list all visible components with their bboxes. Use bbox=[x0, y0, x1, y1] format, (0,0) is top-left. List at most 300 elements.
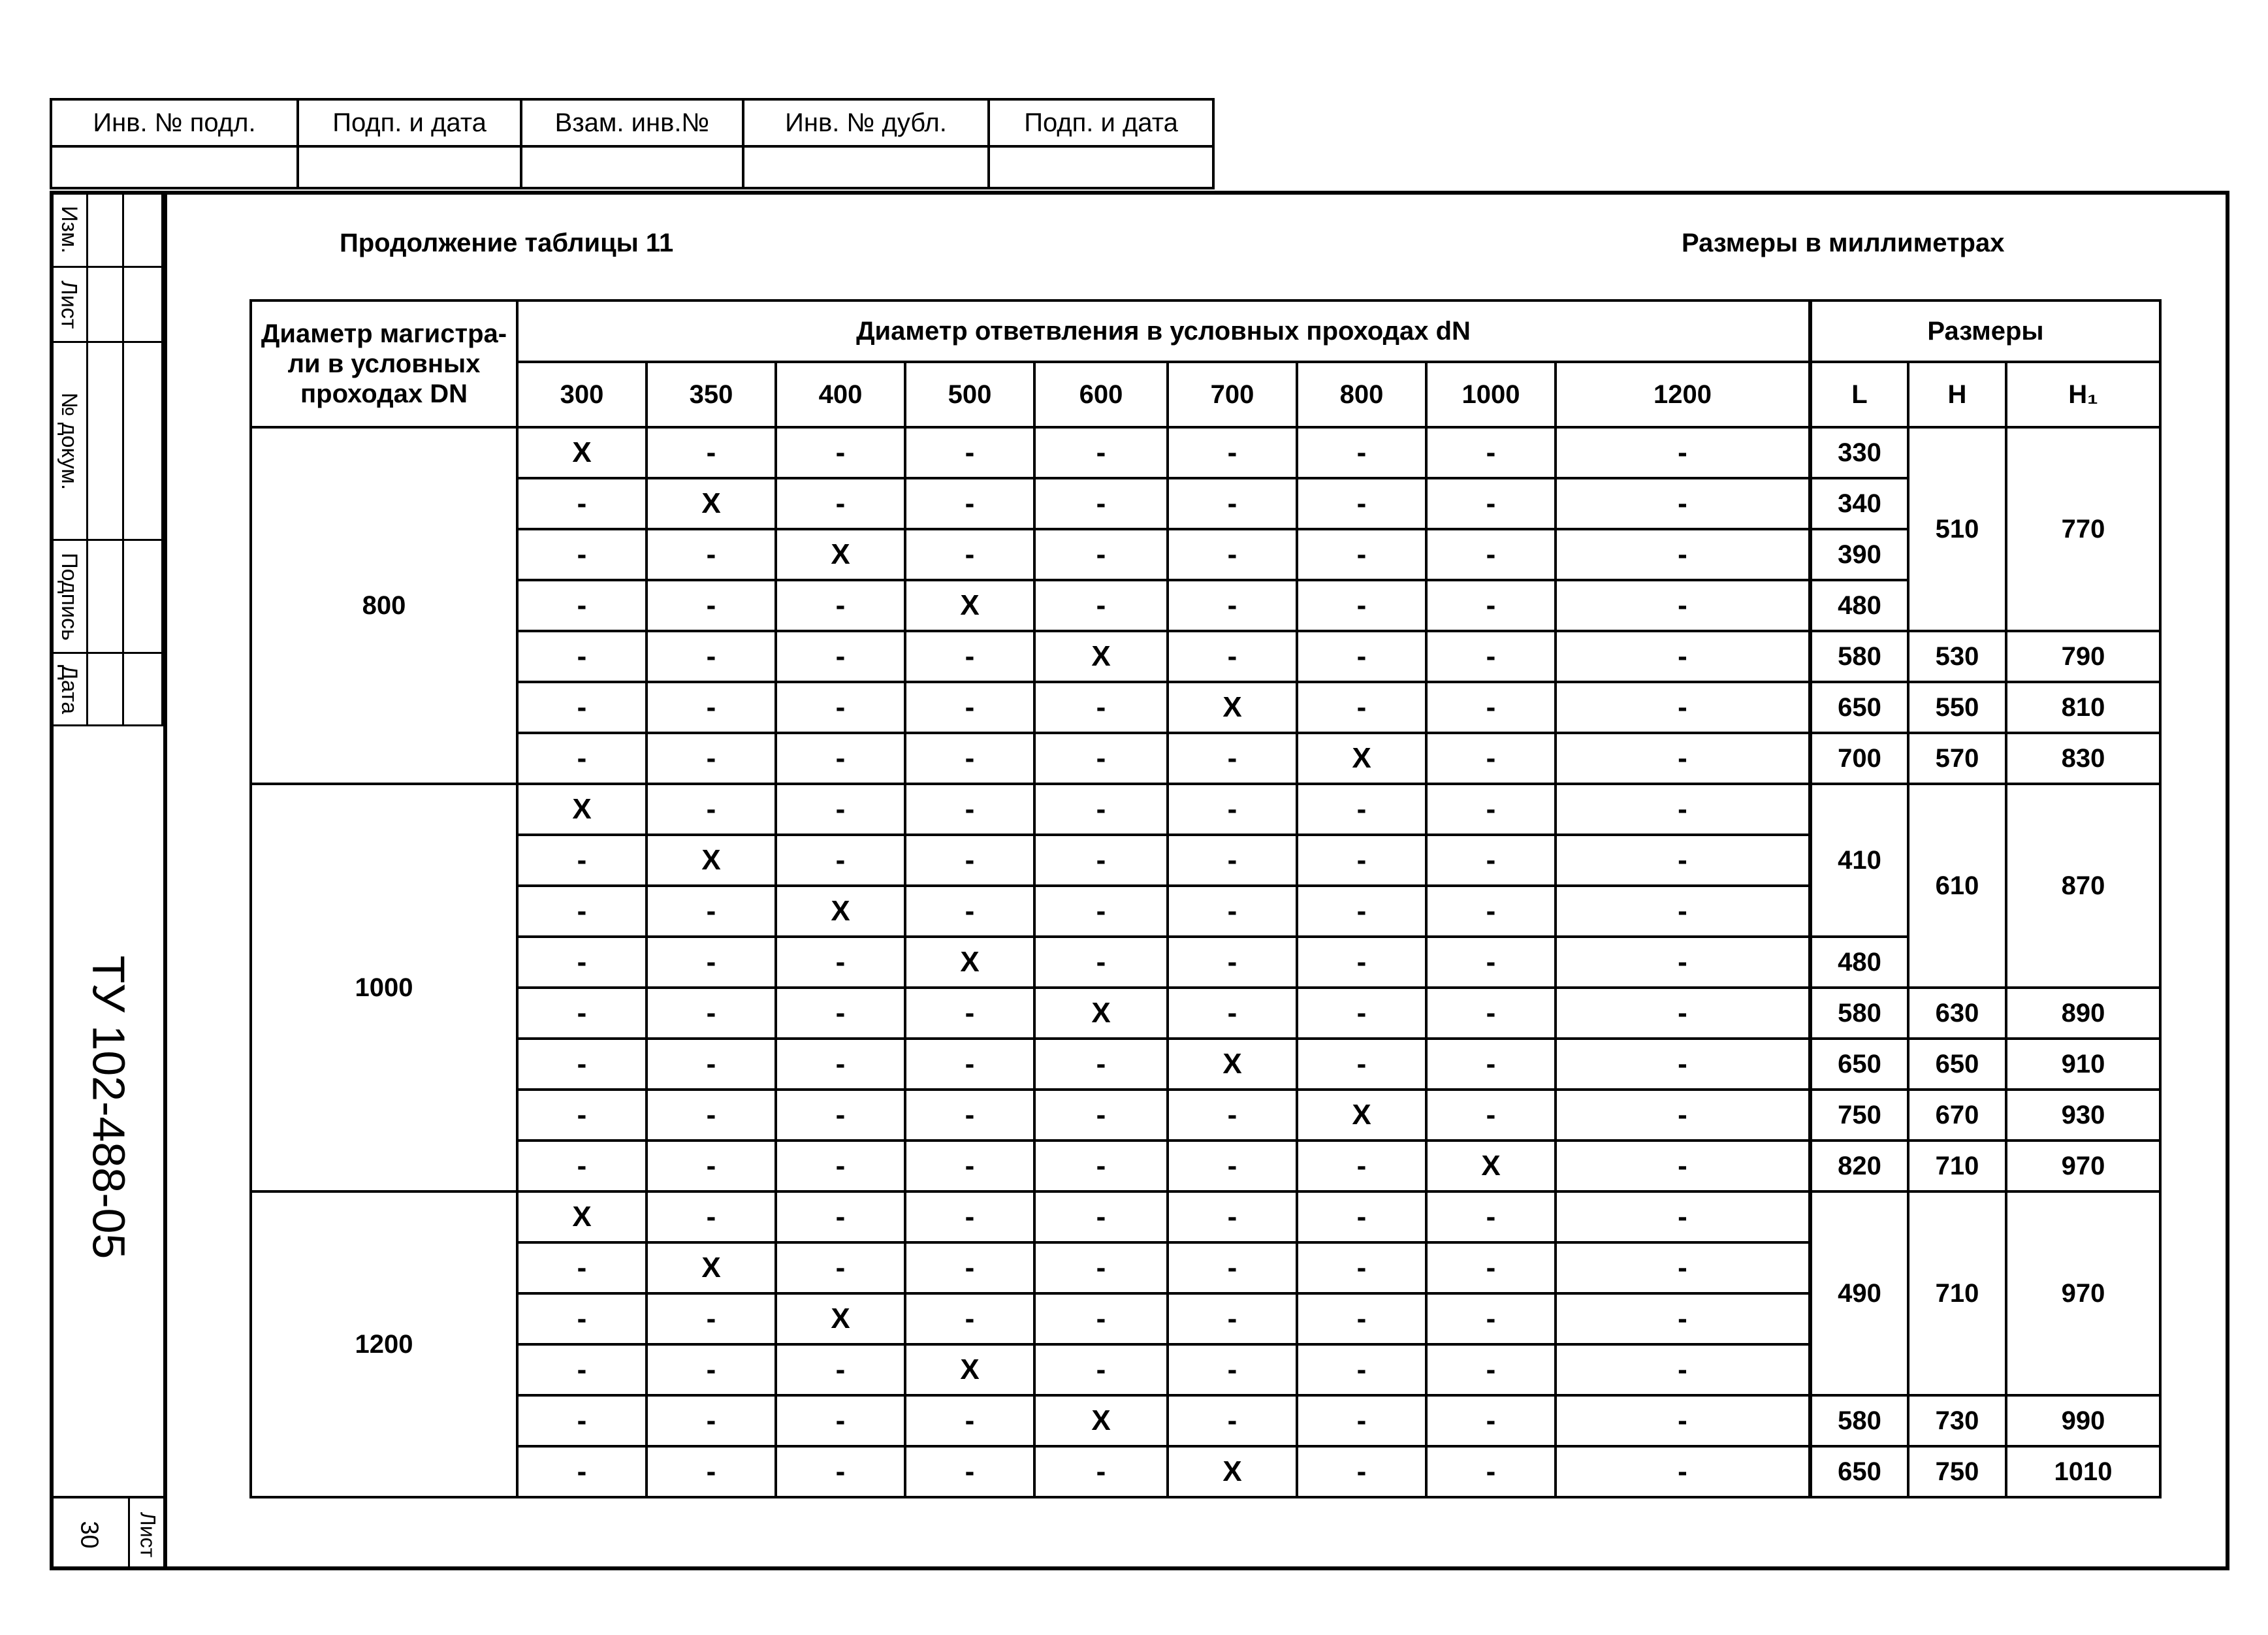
branch-cell: - bbox=[1556, 937, 1810, 988]
branch-cell: - bbox=[1168, 478, 1297, 529]
side-blank bbox=[123, 267, 163, 342]
branch-cell: - bbox=[1556, 1395, 1810, 1446]
table-row bbox=[251, 1141, 2160, 1191]
stamp-blank bbox=[989, 146, 1213, 188]
branch-cell: - bbox=[517, 478, 647, 529]
table-row bbox=[251, 427, 2160, 478]
branch-cell: - bbox=[776, 427, 905, 478]
branch-cell: - bbox=[1426, 937, 1556, 988]
branch-cell: - bbox=[1297, 1293, 1426, 1344]
branch-cell: - bbox=[776, 1446, 905, 1497]
branch-col-header: 700 bbox=[1168, 362, 1297, 427]
size-l-value: 820 bbox=[1810, 1141, 1908, 1191]
branch-col-header: 300 bbox=[517, 362, 647, 427]
branch-cell: - bbox=[1426, 1090, 1556, 1141]
branch-cell: - bbox=[776, 1090, 905, 1141]
branch-cell: - bbox=[1297, 682, 1426, 733]
side-label: Дата bbox=[56, 664, 82, 714]
side-blank bbox=[87, 342, 123, 540]
table-row bbox=[251, 1395, 2160, 1446]
branch-cell: - bbox=[1297, 784, 1426, 835]
main-diameter-value: 800 bbox=[251, 427, 517, 784]
sheet-box bbox=[50, 1496, 167, 1570]
side-blank bbox=[87, 267, 123, 342]
branch-cell: - bbox=[517, 733, 647, 784]
branch-cell: X bbox=[1168, 682, 1297, 733]
table-row bbox=[251, 682, 2160, 733]
side-label-cell bbox=[51, 540, 88, 653]
table-row bbox=[251, 1090, 2160, 1141]
size-h1-value: 970 bbox=[2006, 1141, 2160, 1191]
branch-cell: - bbox=[1168, 835, 1297, 886]
branch-cell: - bbox=[1556, 733, 1810, 784]
branch-cell: X bbox=[1034, 1395, 1168, 1446]
branch-cell: - bbox=[905, 733, 1034, 784]
branch-cell: - bbox=[517, 1446, 647, 1497]
branch-cell: - bbox=[1556, 1039, 1810, 1090]
side-label-cell bbox=[51, 342, 88, 540]
branch-cell: - bbox=[647, 1344, 776, 1395]
branch-cell: X bbox=[517, 784, 647, 835]
stamp-cell: Подп. и дата bbox=[298, 99, 521, 146]
branch-cell: - bbox=[1556, 835, 1810, 886]
branch-cell: - bbox=[647, 1446, 776, 1497]
branch-cell: - bbox=[1426, 682, 1556, 733]
stamp-blank bbox=[51, 146, 298, 188]
branch-cell: X bbox=[776, 886, 905, 937]
size-l-value: 580 bbox=[1810, 988, 1908, 1039]
branch-cell: - bbox=[517, 1293, 647, 1344]
branch-cell: - bbox=[517, 1344, 647, 1395]
size-h-value: 630 bbox=[1908, 988, 2006, 1039]
header-row bbox=[251, 300, 2160, 362]
branch-cell: - bbox=[776, 478, 905, 529]
branch-cell: - bbox=[517, 835, 647, 886]
size-h-value: 510 bbox=[1908, 427, 2006, 631]
branch-cell: - bbox=[1034, 529, 1168, 580]
branch-cell: - bbox=[1426, 1344, 1556, 1395]
size-h1-value: 890 bbox=[2006, 988, 2160, 1039]
size-l-value: 580 bbox=[1810, 1395, 1908, 1446]
branch-cell: - bbox=[1556, 1090, 1810, 1141]
branch-cell: - bbox=[905, 1191, 1034, 1242]
branch-cell: - bbox=[647, 427, 776, 478]
side-label-cell bbox=[51, 192, 88, 267]
size-h1-value: 930 bbox=[2006, 1090, 2160, 1141]
units-caption: Размеры в миллиметрах bbox=[1682, 229, 2005, 257]
branch-cell: - bbox=[905, 886, 1034, 937]
sheet-number-cell bbox=[50, 1498, 128, 1570]
branch-cell: - bbox=[776, 580, 905, 631]
branch-cell: - bbox=[647, 631, 776, 682]
branch-cell: - bbox=[1034, 580, 1168, 631]
branch-cell: - bbox=[905, 427, 1034, 478]
size-l-value: 580 bbox=[1810, 631, 1908, 682]
branch-cell: - bbox=[647, 1293, 776, 1344]
table-row bbox=[251, 1446, 2160, 1497]
size-col-header: H bbox=[1908, 362, 2006, 427]
branch-cell: - bbox=[517, 580, 647, 631]
branch-cell: - bbox=[776, 1039, 905, 1090]
branch-cell: - bbox=[905, 1141, 1034, 1191]
branch-cell: - bbox=[1297, 1395, 1426, 1446]
branch-cell: - bbox=[1426, 1395, 1556, 1446]
side-blank bbox=[123, 192, 163, 267]
side-blank bbox=[87, 653, 123, 726]
branch-cell: - bbox=[1426, 1039, 1556, 1090]
branch-cell: - bbox=[517, 1090, 647, 1141]
stamp-cell: Взам. инв.№ bbox=[521, 99, 743, 146]
branch-cell: - bbox=[905, 1446, 1034, 1497]
branch-cell: - bbox=[905, 1395, 1034, 1446]
branch-cell: - bbox=[647, 1191, 776, 1242]
branch-cell: - bbox=[517, 529, 647, 580]
side-label: Лист bbox=[56, 280, 82, 329]
table-row bbox=[251, 733, 2160, 784]
branch-cell: X bbox=[647, 1242, 776, 1293]
branch-cell: X bbox=[647, 478, 776, 529]
document-code bbox=[50, 719, 167, 1496]
branch-cell: - bbox=[1034, 1090, 1168, 1141]
branch-cell: X bbox=[517, 427, 647, 478]
branch-col-header: 1200 bbox=[1556, 362, 1810, 427]
branch-cell: - bbox=[1034, 682, 1168, 733]
branch-cell: - bbox=[647, 529, 776, 580]
branch-cell: - bbox=[1426, 631, 1556, 682]
size-l-value: 700 bbox=[1810, 733, 1908, 784]
branch-cell: X bbox=[517, 1191, 647, 1242]
branch-cell: - bbox=[1168, 937, 1297, 988]
size-h1-value: 830 bbox=[2006, 733, 2160, 784]
branch-cell: - bbox=[1426, 1293, 1556, 1344]
size-l-value: 330 bbox=[1810, 427, 1908, 478]
branch-cell: - bbox=[647, 682, 776, 733]
size-h-value: 750 bbox=[1908, 1446, 2006, 1497]
revision-grid bbox=[50, 191, 163, 726]
branch-cell: X bbox=[905, 937, 1034, 988]
subheader-row bbox=[251, 362, 2160, 427]
branch-cell: - bbox=[647, 937, 776, 988]
branch-cell: - bbox=[647, 886, 776, 937]
side-label-cell bbox=[51, 653, 88, 726]
branch-cell: X bbox=[1426, 1141, 1556, 1191]
branch-cell: - bbox=[1034, 1293, 1168, 1344]
branch-cell: - bbox=[517, 1395, 647, 1446]
branch-cell: - bbox=[776, 937, 905, 988]
branch-cell: - bbox=[905, 835, 1034, 886]
branch-cell: X bbox=[1297, 1090, 1426, 1141]
branch-cell: - bbox=[647, 580, 776, 631]
branch-cell: - bbox=[776, 682, 905, 733]
branch-cell: - bbox=[1556, 1242, 1810, 1293]
branch-cell: - bbox=[1034, 1141, 1168, 1191]
table-row bbox=[251, 988, 2160, 1039]
branch-col-header: 400 bbox=[776, 362, 905, 427]
branch-cell: - bbox=[1426, 580, 1556, 631]
table-row bbox=[251, 937, 2160, 988]
table-row bbox=[251, 529, 2160, 580]
table-caption: Продолжение таблицы 11 bbox=[340, 229, 674, 257]
branch-cell: - bbox=[1297, 580, 1426, 631]
table-row bbox=[251, 1191, 2160, 1242]
branch-cell: - bbox=[776, 1344, 905, 1395]
branch-cell: - bbox=[1556, 886, 1810, 937]
branch-cell: - bbox=[1034, 1344, 1168, 1395]
stamp-blank bbox=[743, 146, 989, 188]
side-label: Подпись bbox=[56, 552, 82, 641]
branch-cell: - bbox=[1297, 1191, 1426, 1242]
branch-cell: - bbox=[1168, 1191, 1297, 1242]
size-h-value: 730 bbox=[1908, 1395, 2006, 1446]
sheet-label-cell bbox=[128, 1498, 165, 1570]
branch-cell: - bbox=[1556, 988, 1810, 1039]
branch-cell: - bbox=[1297, 631, 1426, 682]
main-diameter-value: 1200 bbox=[251, 1191, 517, 1497]
branch-cell: - bbox=[517, 1141, 647, 1191]
branch-cell: - bbox=[647, 1395, 776, 1446]
branch-cell: - bbox=[1556, 529, 1810, 580]
size-l-value: 410 bbox=[1810, 784, 1908, 937]
branch-cell: - bbox=[905, 1293, 1034, 1344]
branch-cell: - bbox=[1556, 682, 1810, 733]
main-diameter-value: 1000 bbox=[251, 784, 517, 1191]
size-h1-value: 810 bbox=[2006, 682, 2160, 733]
size-l-value: 480 bbox=[1810, 937, 1908, 988]
branch-cell: - bbox=[647, 1141, 776, 1191]
branch-cell: - bbox=[1297, 1242, 1426, 1293]
branch-cell: - bbox=[776, 733, 905, 784]
branch-cell: - bbox=[1556, 1344, 1810, 1395]
branch-cell: X bbox=[1168, 1039, 1297, 1090]
branch-cell: - bbox=[1034, 1039, 1168, 1090]
branch-cell: - bbox=[1168, 1090, 1297, 1141]
branch-col-header: 600 bbox=[1034, 362, 1168, 427]
table-body bbox=[251, 427, 2160, 1497]
branch-cell: - bbox=[776, 835, 905, 886]
sheet-number: 30 bbox=[75, 1520, 103, 1549]
size-h-value: 610 bbox=[1908, 784, 2006, 988]
branch-cell: - bbox=[1426, 1446, 1556, 1497]
branch-cell: - bbox=[776, 784, 905, 835]
branch-cell: - bbox=[1168, 631, 1297, 682]
branch-cell: - bbox=[905, 784, 1034, 835]
table-row bbox=[251, 1039, 2160, 1090]
branch-cell: - bbox=[905, 478, 1034, 529]
branch-cell: - bbox=[776, 1395, 905, 1446]
branch-cell: - bbox=[1556, 1446, 1810, 1497]
branch-cell: - bbox=[517, 682, 647, 733]
branch-cell: - bbox=[1556, 1293, 1810, 1344]
branch-cell: - bbox=[517, 988, 647, 1039]
branch-cell: X bbox=[1297, 733, 1426, 784]
size-h-value: 650 bbox=[1908, 1039, 2006, 1090]
size-l-value: 750 bbox=[1810, 1090, 1908, 1141]
branch-cell: - bbox=[1297, 1039, 1426, 1090]
size-h1-value: 1010 bbox=[2006, 1446, 2160, 1497]
branch-cell: X bbox=[905, 1344, 1034, 1395]
branch-cell: - bbox=[776, 1242, 905, 1293]
branch-cell: - bbox=[1168, 988, 1297, 1039]
branch-cell: - bbox=[517, 1039, 647, 1090]
size-h1-value: 770 bbox=[2006, 427, 2160, 631]
branch-cell: - bbox=[1297, 835, 1426, 886]
size-h1-value: 790 bbox=[2006, 631, 2160, 682]
branch-cell: X bbox=[1034, 631, 1168, 682]
branch-cell: - bbox=[1168, 427, 1297, 478]
branch-cell: - bbox=[517, 886, 647, 937]
sizes-header: Размеры bbox=[1810, 300, 2160, 362]
branch-cell: - bbox=[1426, 427, 1556, 478]
branch-cell: X bbox=[905, 580, 1034, 631]
branch-cell: - bbox=[1297, 937, 1426, 988]
dimensions-table bbox=[249, 299, 2162, 1498]
branch-col-header: 350 bbox=[647, 362, 776, 427]
branch-cell: - bbox=[1556, 1141, 1810, 1191]
size-l-value: 650 bbox=[1810, 682, 1908, 733]
size-h-value: 710 bbox=[1908, 1191, 2006, 1395]
branch-cell: - bbox=[905, 529, 1034, 580]
branch-cell: - bbox=[1034, 835, 1168, 886]
branch-col-header: 500 bbox=[905, 362, 1034, 427]
branch-cell: - bbox=[1426, 478, 1556, 529]
branch-cell: X bbox=[647, 835, 776, 886]
side-label: № докум. bbox=[56, 392, 82, 490]
branch-cell: - bbox=[776, 631, 905, 682]
side-blank bbox=[87, 192, 123, 267]
branch-cell: - bbox=[1168, 1344, 1297, 1395]
size-h1-value: 990 bbox=[2006, 1395, 2160, 1446]
branch-cell: - bbox=[1426, 1191, 1556, 1242]
branch-diameter-header: Диаметр ответвления в условных проходах dN bbox=[517, 300, 1810, 362]
branch-cell: X bbox=[776, 529, 905, 580]
branch-cell: - bbox=[1556, 427, 1810, 478]
branch-cell: - bbox=[647, 733, 776, 784]
stamp-cell: Инв. № дубл. bbox=[743, 99, 989, 146]
stamp-header bbox=[50, 98, 1215, 189]
branch-cell: - bbox=[905, 1090, 1034, 1141]
side-blank bbox=[123, 653, 163, 726]
branch-cell: - bbox=[1297, 1446, 1426, 1497]
branch-cell: - bbox=[905, 682, 1034, 733]
branch-cell: - bbox=[1297, 1344, 1426, 1395]
size-l-value: 480 bbox=[1810, 580, 1908, 631]
side-blank bbox=[87, 540, 123, 653]
size-h-value: 550 bbox=[1908, 682, 2006, 733]
branch-cell: - bbox=[905, 988, 1034, 1039]
size-l-value: 650 bbox=[1810, 1039, 1908, 1090]
branch-cell: - bbox=[1556, 478, 1810, 529]
table-row bbox=[251, 631, 2160, 682]
branch-cell: - bbox=[647, 1090, 776, 1141]
branch-cell: - bbox=[1426, 835, 1556, 886]
branch-col-header: 1000 bbox=[1426, 362, 1556, 427]
branch-cell: - bbox=[1034, 427, 1168, 478]
branch-cell: - bbox=[1426, 733, 1556, 784]
branch-cell: - bbox=[1297, 988, 1426, 1039]
branch-cell: - bbox=[1556, 784, 1810, 835]
branch-cell: X bbox=[1034, 988, 1168, 1039]
size-l-value: 490 bbox=[1810, 1191, 1908, 1395]
branch-cell: - bbox=[1034, 733, 1168, 784]
branch-cell: - bbox=[517, 1242, 647, 1293]
branch-cell: - bbox=[647, 784, 776, 835]
branch-cell: - bbox=[1426, 988, 1556, 1039]
branch-cell: - bbox=[1168, 580, 1297, 631]
branch-cell: - bbox=[1034, 784, 1168, 835]
branch-cell: - bbox=[1297, 886, 1426, 937]
branch-cell: - bbox=[1168, 1395, 1297, 1446]
size-h-value: 670 bbox=[1908, 1090, 2006, 1141]
size-l-value: 650 bbox=[1810, 1446, 1908, 1497]
size-h1-value: 970 bbox=[2006, 1191, 2160, 1395]
branch-cell: - bbox=[1168, 1293, 1297, 1344]
branch-cell: - bbox=[1426, 886, 1556, 937]
branch-cell: - bbox=[517, 631, 647, 682]
stamp-cell: Инв. № подл. bbox=[51, 99, 298, 146]
branch-cell: - bbox=[1034, 478, 1168, 529]
branch-cell: - bbox=[1426, 529, 1556, 580]
branch-cell: - bbox=[1556, 1191, 1810, 1242]
stamp-blank bbox=[298, 146, 521, 188]
branch-cell: - bbox=[776, 1141, 905, 1191]
branch-cell: X bbox=[1168, 1446, 1297, 1497]
size-col-header: H₁ bbox=[2006, 362, 2160, 427]
branch-cell: - bbox=[1168, 1141, 1297, 1191]
branch-cell: - bbox=[1034, 886, 1168, 937]
branch-cell: - bbox=[647, 1039, 776, 1090]
document-code-text: ТУ 102-488-05 bbox=[83, 955, 134, 1259]
branch-cell: - bbox=[1168, 1242, 1297, 1293]
branch-cell: - bbox=[1168, 784, 1297, 835]
branch-cell: - bbox=[1034, 1191, 1168, 1242]
branch-cell: X bbox=[776, 1293, 905, 1344]
side-blank bbox=[123, 540, 163, 653]
branch-cell: - bbox=[1426, 784, 1556, 835]
branch-cell: - bbox=[776, 1191, 905, 1242]
side-label-cell bbox=[51, 267, 88, 342]
branch-cell: - bbox=[1426, 1242, 1556, 1293]
size-h1-value: 870 bbox=[2006, 784, 2160, 988]
branch-cell: - bbox=[1168, 733, 1297, 784]
size-h-value: 530 bbox=[1908, 631, 2006, 682]
branch-cell: - bbox=[517, 937, 647, 988]
size-h-value: 710 bbox=[1908, 1141, 2006, 1191]
branch-cell: - bbox=[1168, 886, 1297, 937]
table-row bbox=[251, 784, 2160, 835]
stamp-cell: Подп. и дата bbox=[989, 99, 1213, 146]
main-diameter-header: Диаметр магистра-ли в условных проходах DN bbox=[251, 300, 517, 427]
branch-cell: - bbox=[1034, 937, 1168, 988]
branch-cell: - bbox=[1297, 529, 1426, 580]
size-l-value: 390 bbox=[1810, 529, 1908, 580]
branch-cell: - bbox=[776, 988, 905, 1039]
branch-cell: - bbox=[1297, 478, 1426, 529]
branch-cell: - bbox=[1297, 1141, 1426, 1191]
branch-cell: - bbox=[905, 1039, 1034, 1090]
branch-cell: - bbox=[1556, 580, 1810, 631]
branch-col-header: 800 bbox=[1297, 362, 1426, 427]
branch-cell: - bbox=[1297, 427, 1426, 478]
size-h1-value: 910 bbox=[2006, 1039, 2160, 1090]
table-row bbox=[251, 580, 2160, 631]
size-col-header: L bbox=[1810, 362, 1908, 427]
stamp-blank bbox=[521, 146, 743, 188]
branch-cell: - bbox=[647, 988, 776, 1039]
size-l-value: 340 bbox=[1810, 478, 1908, 529]
side-label: Изм. bbox=[56, 205, 82, 253]
branch-cell: - bbox=[905, 631, 1034, 682]
sheet-label: Лист bbox=[136, 1512, 160, 1557]
